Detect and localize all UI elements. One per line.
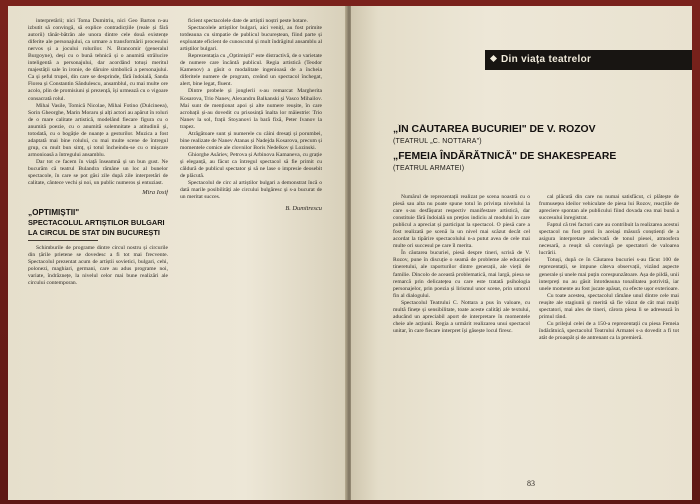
heading-optimistii: „OPTIMIȘTII" [28, 208, 80, 218]
heading-rule [28, 240, 98, 241]
paragraph: Dintre probele și jonglerii s-au remarcat Margherita Kosarova, Trio Nanev, Alexandru Balkanski și Vasco Mihailov. Mai sunt de menționat apoi și alte numere reușite, în care acrobații și-au dovedit cu prisosință înalta lor măiestrie: Trio Nanev la sol, frații Stoyanovi la bară fixă, Peter Ivanov la trapez. [180, 88, 322, 130]
paragraph: ficient spectacolele date de artiștii noștri peste hotare. [188, 18, 308, 24]
book-spread [8, 6, 692, 500]
article-title-block [393, 124, 683, 180]
signature-mira-iosif: Mira Iosif [142, 189, 168, 197]
paragraph: Spectacolul de circ al artiștilor bulgari a demonstrat încă o dată marile posibilități ale circului bulgăresc și s-a bucurat de un meritat succes. [180, 180, 322, 201]
left-column-2 [180, 18, 322, 488]
title-femeia-indaratnica: „FEMEIA ÎNDĂRĂTNICĂ" DE SHAKESPEARE [393, 151, 617, 162]
paragraph: Mihai Vasile, Tomică Nicolae, Mihai Fotino (Dulcineea), Sorin Gheorghe, Marin Moraru și alți actori au apărut în roluri de o mare calitate artistică, modelând fiecare figura cu o anumită poezie, cu o anumită solemnitate a atitudinii și, totodată, cu o bogăție de nuanțe a gesturilor. Muzica a fost adaptată mai bine rolului, cu mai multe scene de întregul grup, cu mult bun simț, și totul încheindu-se cu o mișcare armonioasă a întregului ansamblu. [28, 102, 168, 158]
paragraph: Ghiorghe Asăriev, Petrova și Arbinova Kamaneva, cu grație și eleganță, au făcut ca întregul spectacol să fie primit cu căldură de publicul spectator și să ne lase o impresie deosebit de plăcută. [180, 151, 322, 180]
paragraph: Totuși, după ce în Căutarea bucuriei s-au făcut 100 de reprezentații, se impune câteva observații, vizând aspecte generale și unele mai puțin corespunzătoare. Așa de pildă, unii interpreți nu au găsit întotdeauna tonalitatea potrivită, iar unele momente au fost jucate apăsat, cu efecte ușor exterioare. [539, 257, 679, 292]
paragraph: Reprezentația cu „Optimiștii" este distractivă, de o varietate de numere care încântă publicul. Regia artistică (Teodor Kamenov) a găsit o modalitate ingenioasă de a încheia diferitele numere de program, creând un spectacol închegat, alert, bine legat, fluent. [180, 53, 322, 88]
diamond-icon [490, 55, 497, 62]
subtitle-teatrul-armatei: (TEATRUL ARMATEI) [393, 165, 465, 172]
left-col2-text [180, 18, 322, 201]
subtitle-teatrul-nottara: (TEATRUL „C. NOTTARA") [393, 138, 482, 145]
paragraph: Dar tot ce facem în viață înseamnă și un bun gust. Ne bucurăm că teatrul Bulandra rămâne un loc al bunelor spectacole, în care se pot găsi zile după zile interpretări de calitate, cântece vechi și noi, un public numeros și entuziast. [28, 158, 168, 187]
right-col2-text [539, 194, 679, 342]
paragraph: cal plăcută din care nu numai satisfăcut, ci plătește de frumusețea ideilor vehiculate de piesa lui Rozov, reacțiile de apreciere spontan ale publicului fiind dovada cea mai bună a succesului înregistrat. [539, 194, 679, 222]
paragraph: Schimburile de programe dintre circul nostru și circurile din țările prietene se dovedesc a fi tot mai frecvente. Spectacolul prezentat acum de artiștii sovietici, bulgari, cehi, polonezi, maghiari, germani, care au adus programe noi, variate, îndrăznețe, la nivelul celor mai bune realizări ale circului contemporan. [28, 244, 168, 287]
paragraph: interpretării; nici Toma Dumitriu, nici Geo Barton n-au izbutit să convingă, să explice contradicțiile (reale și fără autorii) tânăr-bătrân ale unora dintre cele două existențe diferite ale personajului, ca urmare a transformării procesului nervos și a jocului rolurilor. N. Brancomir (generalul Burgoyne), deși cu o bună tehnică și o anumită strălucire inteligentă a personajului, dar acordând totuși meritul majestății sale în ironie, de dăruire simbolică a personajului. Ca și șeful trupei, din care se desprinde, fără îndoială, Sanda Florea și Constantin Săndulescu, ansamblul, cu mai multe ore acolo, plin de promisiuni și prezență, își urmează cu o vigoare consacrată rolul. [28, 18, 168, 102]
left-col1-after-text [28, 245, 168, 287]
paragraph: Spectacolul Teatrului C. Nottara a pus în valoare, cu multă finețe și sensibilitate, toate aceste calități ale textului, aducând un apreciabil aport de interpretare în momentele cheie ale acțiunii. Regia a urmărit realizarea unui spectacol unitar, în care fiecare interpret își găsește locul firesc. [393, 299, 530, 334]
section-banner [485, 50, 692, 70]
optimistii-heading-block [28, 208, 168, 241]
paragraph: Atrăgătoare sunt și numerele cu câini dresați și porumbei, bine realizate de Nanev Atanas și Nadejda Kosarova, precum și momentele comice ale clovnilor Boris Nedelkov și Lozinski. [180, 130, 322, 151]
page-number: 83 [527, 479, 535, 488]
heading-spectacolul: SPECTACOLUL ARTIȘTILOR BULGARI LA CIRCUL DE STAT DIN BUCUREȘTI [28, 218, 165, 237]
left-column-1 [28, 18, 168, 488]
paragraph: Numărul de reprezentații realizat pe scena noastră cu o piesă sau alta nu poate spune totul în privința nivelului la care s-au desfășurat respectiv manifestare artistică, dar constituie fără îndoială un prețios indiciu al modului în care publicul a apreciat și participat la spectacol. O piesă care a fost realizată pe scenă la un nivel mai scăzut decât cel acordat la tipărire spectacolului n-a putut avea de cele mai multe ori succesul pe care îl merita. [393, 194, 530, 250]
signature-b-dumitrescu: B. Dumitrescu [285, 205, 322, 213]
right-column-1 [393, 194, 530, 486]
left-col1-text [28, 18, 168, 187]
title-in-cautarea-bucuriei: „ÎN CĂUTAREA BUCURIEI" DE V. ROZOV [393, 124, 596, 135]
paragraph: Cu prilejul celei de a 150-a reprezentații cu piesa Femeia îndărătnică, spectacolul Teatrului Armatei s-a dovedit a fi tot atât de proaspăt și de antrenant ca la premieră. [539, 320, 679, 341]
right-column-2 [539, 194, 679, 486]
right-page [351, 6, 692, 500]
right-col1-text [393, 194, 530, 335]
paragraph: În căutarea bucuriei, piesă despre tineri, scrisă de V. Rozov, pune în discuție o seamă de probleme ale educației tineretului, ale raporturilor dintre generații, ale vieții de familie. Dincolo de această problematică, mai largă, piesa se remarcă prin delicatețea cu care este tratată psihologia personajelor, prin poezia și lirismul unor scene, prin umorul fin al dialogului. [393, 250, 530, 299]
banner-text: Din viața teatrelor [501, 54, 592, 65]
left-page [8, 6, 347, 500]
paragraph: Faptul că trei factori care au contribuit la realizarea acestui spectacol nu fost prezi în aceiași măsură conștienți de a asigura interpretare adecvată de tonul piesei, atmosfera necesară, a reușit să convingă pe spectatori de valoarea lucrării. [539, 222, 679, 257]
paragraph: Cu toate acestea, spectacolul rămâne unul dintre cele mai reușite ale stagiunii și merită să fie văzut de cât mai mulți spectatori, mai ales de tineri, cărora piesa li se adresează în primul rând. [539, 292, 679, 320]
paragraph: Spectacolele artiștilor bulgari, aici veniți, au fost primite totdeauna cu simpatie de publicul bucureștean, fiind parte și exploatate eficient de cunoscutul și mult îndrăgitul ansamblu al artiștilor bulgari. [180, 25, 322, 53]
